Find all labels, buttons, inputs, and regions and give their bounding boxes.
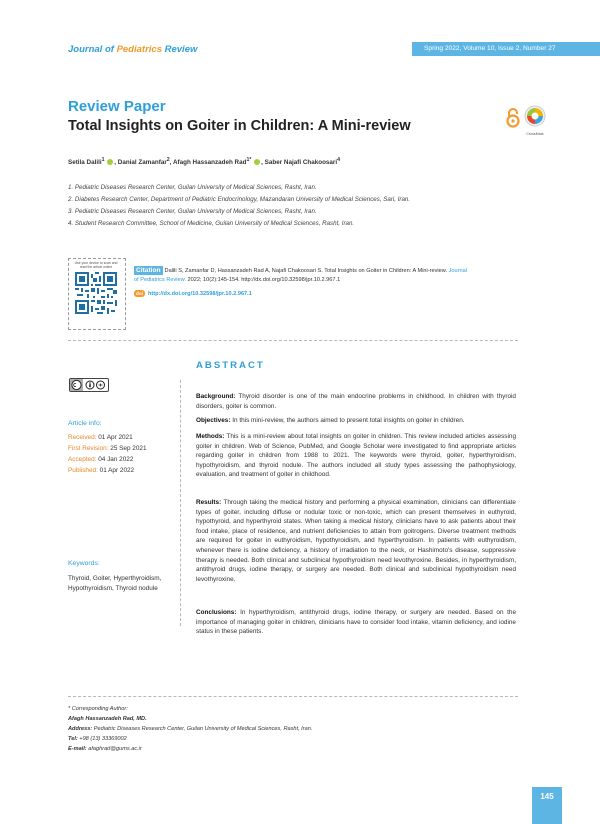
column-divider bbox=[180, 380, 181, 626]
abstract-results: Results: Through taking the medical history and performing a physical examination, clinicians can differentiate types of goiter, including diffuse or nodular toxic or non-toxic, which can present themselves in euthyroid, hypothyroid, and hyperthyroid states. When taking a medical history, clinicians have to ask patients about their food intake, place of residence, and nutrient deficiencies to attain from goitrogens. Diverse treatment methods are required for goiter in euthyroidism, hypothyroidism, and hyperthyroidism. In patients with euthyroidism, whenever there is iodine deficiency, a history of irradiation to the neck, or Hashimoto's disease, suppressive therapy is needed. Both clinical and subclinical hypothyroidism need levothyroxine. Besides, in hyperthyroidism, antithyroid drugs, iodine therapy, or surgery are needed. Both clinical and subclinical hypothyroidism need levothyroxine. bbox=[196, 499, 516, 583]
abstract-conclusions: Conclusions: In hyperthyroidism, antithyroid drugs, iodine therapy, or surgery are needed. Based on the importance of managing goiter in children, clinicians have to consider food intake, vitamin deficiency, and iodine status in these patients. bbox=[196, 609, 516, 636]
author-name[interactable]: Setila Dalili bbox=[68, 159, 102, 167]
keywords-list: Thyroid, Goiter, Hyperthyroidism, Hypothyroidism, Thyroid nodule bbox=[68, 575, 162, 592]
doi-icon: doi bbox=[134, 290, 145, 297]
doi-link[interactable]: http://dx.doi.org/10.32598/jpr.10.2.967.1 bbox=[148, 291, 252, 297]
crossmark-label: CrossMark bbox=[526, 132, 544, 136]
affiliation: 2. Diabetes Research Center, Department of Pediatric Endocrinology, Mazandaran University of Medical Sciences, Sari, Iran. bbox=[68, 196, 411, 203]
citation-box bbox=[134, 266, 518, 318]
qr-caption: Use your device to scan and read the article online bbox=[74, 261, 118, 269]
corresponding-label: * Corresponding Author: bbox=[68, 706, 128, 712]
page-number: 145 bbox=[532, 787, 562, 824]
author-name[interactable]: Saber Najafi Chakoosari bbox=[264, 159, 338, 167]
corresponding-email: E-mail: afaghrad@gums.ac.ir bbox=[68, 746, 142, 752]
citation-label: Citation bbox=[136, 267, 161, 274]
divider bbox=[68, 340, 518, 341]
journal-name: Journal of Pediatrics Review bbox=[68, 44, 198, 55]
corresponding-tel: Tel: +98 (13) 33369002 bbox=[68, 736, 127, 742]
abstract-background: Background: Thyroid disorder is one of the main endocrine problems in childhood. In children with thyroid disorders, goiter is common. bbox=[196, 393, 516, 410]
crossmark-icon[interactable] bbox=[524, 105, 546, 136]
article-info-row: Published: 01 Apr 2022 bbox=[68, 467, 135, 474]
affiliation: 1. Pediatric Diseases Research Center, Guilan University of Medical Sciences, Rasht, Iran. bbox=[68, 184, 317, 191]
affiliation: 4. Student Research Committee, School of Medicine, Guilan University of Medical Sciences, Rasht, Iran. bbox=[68, 220, 355, 227]
orcid-icon[interactable] bbox=[254, 159, 260, 165]
author-name[interactable]: Danial Zamanfar bbox=[117, 159, 167, 167]
citation-line: Citation Dalili S, Zamanfar D, Hassanzadeh Rad A, Najafi Chakoosari S. Total Insights on Goiter in Children: A Mini-review. Journal bbox=[136, 267, 467, 274]
corresponding-name: Afagh Hassanzadeh Rad, MD. bbox=[68, 716, 147, 722]
paper-title: Total Insights on Goiter in Children: A Mini-review bbox=[68, 118, 411, 134]
creative-commons-icon[interactable] bbox=[69, 378, 109, 392]
article-info-row: Received: 01 Apr 2021 bbox=[68, 434, 133, 441]
abstract-heading: ABSTRACT bbox=[196, 360, 265, 371]
affiliation: 3. Pediatric Diseases Research Center, Guilan University of Medical Sciences, Rasht, Iran. bbox=[68, 208, 317, 215]
article-info-heading: Article info: bbox=[68, 420, 102, 427]
article-info-row: Accepted: 04 Jan 2022 bbox=[68, 456, 134, 463]
citation-journal[interactable]: Journal bbox=[448, 268, 467, 274]
citation-line: of Pediatrics Review. 2022; 10(2):145-154. http://dx.doi.org/10.32598/jpr.10.2.967.1 bbox=[134, 277, 341, 283]
section-label: Review Paper bbox=[68, 98, 166, 115]
doi-line bbox=[134, 290, 252, 299]
divider bbox=[68, 696, 518, 697]
open-access-icon[interactable] bbox=[505, 108, 521, 128]
authors: Setila Dalili$^1$ , Danial Zamanfar$^2$, Afagh Hassanzadeh Rad$^{1*}$ , Saber Najafi Chakoosari$^4$ bbox=[68, 157, 341, 167]
author-name[interactable]: Afagh Hassanzadeh Rad bbox=[172, 159, 247, 167]
abstract-objectives: Objectives: In this mini-review, the authors aimed to present total insights on goiter in children. bbox=[196, 417, 465, 424]
crossmark-logo bbox=[524, 105, 546, 127]
issue-banner: Spring 2022, Volume 10, Issue 2, Number 27 bbox=[412, 42, 600, 56]
keywords-heading: Keywords: bbox=[68, 560, 100, 567]
qr-code-icon[interactable] bbox=[75, 272, 117, 314]
abstract-methods: Methods: This is a mini-review about total insights on goiter in children. This review included articles assessing goiter in children. Web of Science, PubMed, and Google Scholar were investigated to find appropriate articles regarding goiter in children from 1988 to 2021. The keywords were thyroid, goiter, hyperthyroidism, hypothyroidism, and thyroid nodule. The authors included all study types assessing the pathophysiology, evaluation, and treatment of goiter in childhood. bbox=[196, 433, 516, 479]
article-info-row: First Revision: 25 Sep 2021 bbox=[68, 445, 147, 452]
orcid-icon[interactable] bbox=[107, 159, 113, 165]
corresponding-address: Address: Pediatric Diseases Research Center, Guilan University of Medical Sciences, Rasht, Iran. bbox=[68, 726, 313, 732]
